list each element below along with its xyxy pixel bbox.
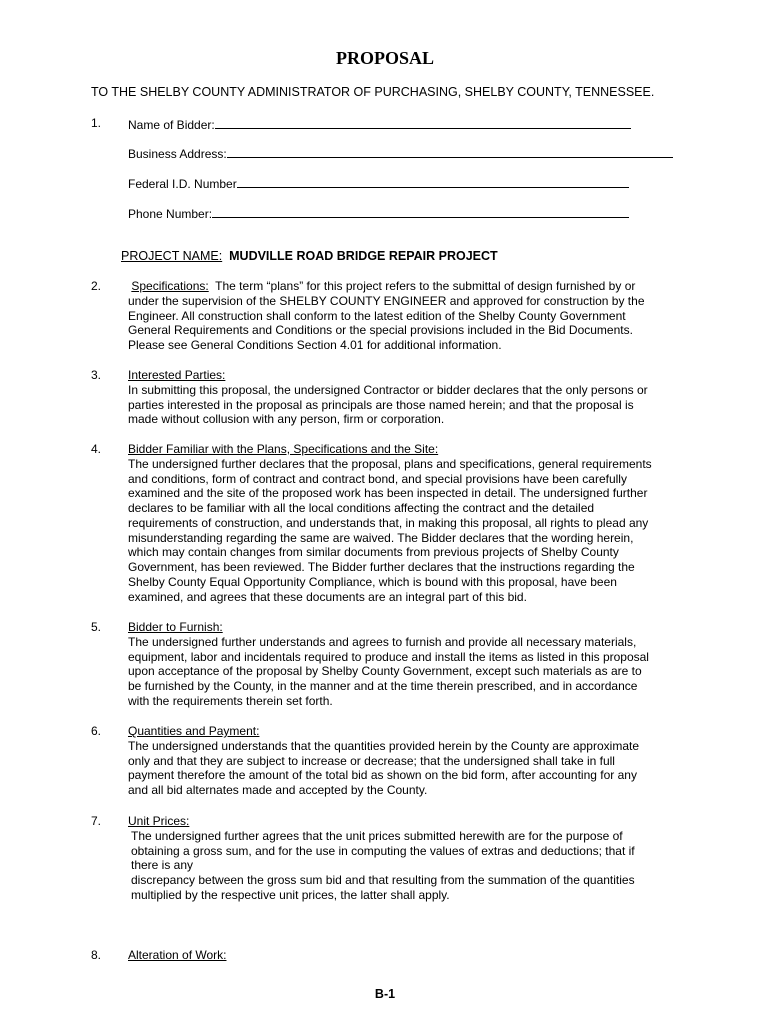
field-label: Business Address: — [128, 147, 227, 161]
section-text: multiplied by the respective unit prices, the latter shall apply. — [131, 887, 450, 902]
section-text: with the requirements therein set forth. — [128, 693, 333, 708]
section-number: 2. — [91, 279, 102, 293]
section-text: Shelby County Equal Opportunity Compliance, which is bound with this proposal, have been — [128, 574, 617, 589]
section-text: and all bid alternates made and accepted by the County. — [128, 783, 428, 797]
addressee-line: TO THE SHELBY COUNTY ADMINISTRATOR OF PURCHASING, SHELBY COUNTY, TENNESSEE. — [91, 85, 655, 99]
section-text: The undersigned further agrees that the unit prices submitted herewith are for the purpose of — [131, 828, 623, 843]
section-text: equipment, labor and incidentals required to produce and install the items as listed in this proposal — [128, 649, 649, 664]
section-interested-parties — [128, 368, 648, 427]
section-text: Please see General Conditions Section 4.01 for additional information. — [128, 338, 502, 352]
section-text: General Requirements and Conditions or the special provisions included in the Bid Documents. — [128, 323, 633, 338]
section-text: The undersigned understands that the quantities provided herein by the County are approximate — [128, 738, 639, 753]
section-number: 8. — [91, 948, 102, 962]
section-text: declares to be familiar with all the local conditions affecting the contract and the detailed — [128, 501, 595, 515]
section-number: 7. — [91, 814, 102, 828]
section-bidder-familiar — [128, 442, 652, 604]
section-heading: Interested Parties: — [128, 368, 226, 382]
name-of-bidder-field[interactable] — [128, 116, 631, 132]
section-bidder-to-furnish — [128, 620, 649, 709]
name-of-bidder-blank[interactable] — [215, 116, 631, 129]
section-text: misunderstanding regarding the same are waived. The Bidder declares that the wording herein, — [128, 530, 634, 545]
section-text: The undersigned further declares that the proposal, plans and specifications, general requirements — [128, 456, 652, 471]
section-heading: Unit Prices: — [128, 814, 190, 828]
section-heading: Bidder to Furnish: — [128, 620, 223, 634]
section-text: upon acceptance of the proposal by Shelby County Government, except such materials as are to — [128, 664, 642, 679]
phone-number-field[interactable] — [128, 205, 629, 221]
project-name-label: PROJECT NAME: — [121, 249, 223, 263]
section-text: there is any — [131, 858, 194, 873]
section-heading: Alteration of Work: — [128, 948, 227, 962]
section-number: 1. — [91, 116, 102, 130]
field-label: Phone Number: — [128, 207, 213, 221]
section-specifications — [128, 279, 645, 353]
section-text: under the supervision of the SHELBY COUNTY ENGINEER and approved for construction by the — [128, 293, 645, 308]
section-alteration-of-work — [128, 948, 226, 963]
section-text: only and that they are subject to increase or decrease; that the undersigned shall take in full — [128, 753, 615, 768]
section-text: which may contain changes from similar documents from previous projects of Shelby County — [128, 545, 619, 560]
section-number: 5. — [91, 620, 102, 634]
section-text: and conditions, form of contract and contract bond, and special provisions have been carefully — [128, 471, 627, 486]
business-address-blank[interactable] — [227, 145, 673, 158]
section-text: obtaining a gross sum, and for the use in computing the values of extras and deductions; that if — [131, 843, 635, 858]
section-text: parties interested in the proposal as principals are those named herein; and that the proposal is — [128, 397, 634, 412]
section-text: In submitting this proposal, the undersigned Contractor or bidder declares that the only persons or — [128, 382, 648, 397]
phone-number-blank[interactable] — [212, 205, 629, 218]
field-label: Name of Bidder: — [128, 118, 215, 132]
section-text: examined, and agrees that these documents are an integral part of this bid. — [128, 589, 527, 604]
project-name — [121, 249, 498, 263]
federal-id-blank[interactable] — [237, 175, 629, 188]
section-text: Government, has been reviewed. The Bidder further declares that the instructions regarding the — [128, 560, 635, 574]
section-number: 4. — [91, 442, 102, 456]
field-label: Federal I.D. Number — [128, 177, 237, 191]
section-unit-prices — [128, 814, 635, 903]
section-text: The term “plans” for this project refers to the submittal of design furnished by or — [215, 279, 636, 293]
section-text: examined and the site of the proposed work has been inspected in detail. The undersigned further — [128, 486, 648, 501]
section-text: requirements of construction, and understands that, in making this proposal, all rights to plead any — [128, 515, 649, 530]
section-quantities-payment — [128, 724, 639, 798]
project-name-value: MUDVILLE ROAD BRIDGE REPAIR PROJECT — [229, 249, 498, 263]
federal-id-field[interactable] — [128, 175, 629, 191]
page-number: B-1 — [374, 987, 396, 1001]
section-text: be furnished by the County, in the manner and at the time therein prescribed, and in accordance — [128, 679, 638, 693]
page-title: PROPOSAL — [335, 48, 434, 68]
section-text: The undersigned further understands and agrees to furnish and provide all necessary materials, — [128, 634, 637, 649]
section-text: payment therefore the amount of the total bid as shown on the bid form, after accounting for any — [128, 768, 637, 783]
section-number: 3. — [91, 368, 102, 382]
section-line — [128, 279, 645, 294]
business-address-field[interactable] — [128, 145, 673, 161]
section-text: made without collusion with any person, firm or corporation. — [128, 412, 445, 427]
section-text: Engineer. All construction shall conform to the latest edition of the Shelby County Government — [128, 308, 626, 323]
section-text: discrepancy between the gross sum bid and that resulting from the summation of the quantities — [131, 873, 635, 887]
section-number: 6. — [91, 724, 102, 738]
section-heading: Quantities and Payment: — [128, 724, 260, 738]
section-heading: Specifications: — [131, 279, 209, 293]
section-heading: Bidder Familiar with the Plans, Specifications and the Site: — [128, 442, 439, 456]
